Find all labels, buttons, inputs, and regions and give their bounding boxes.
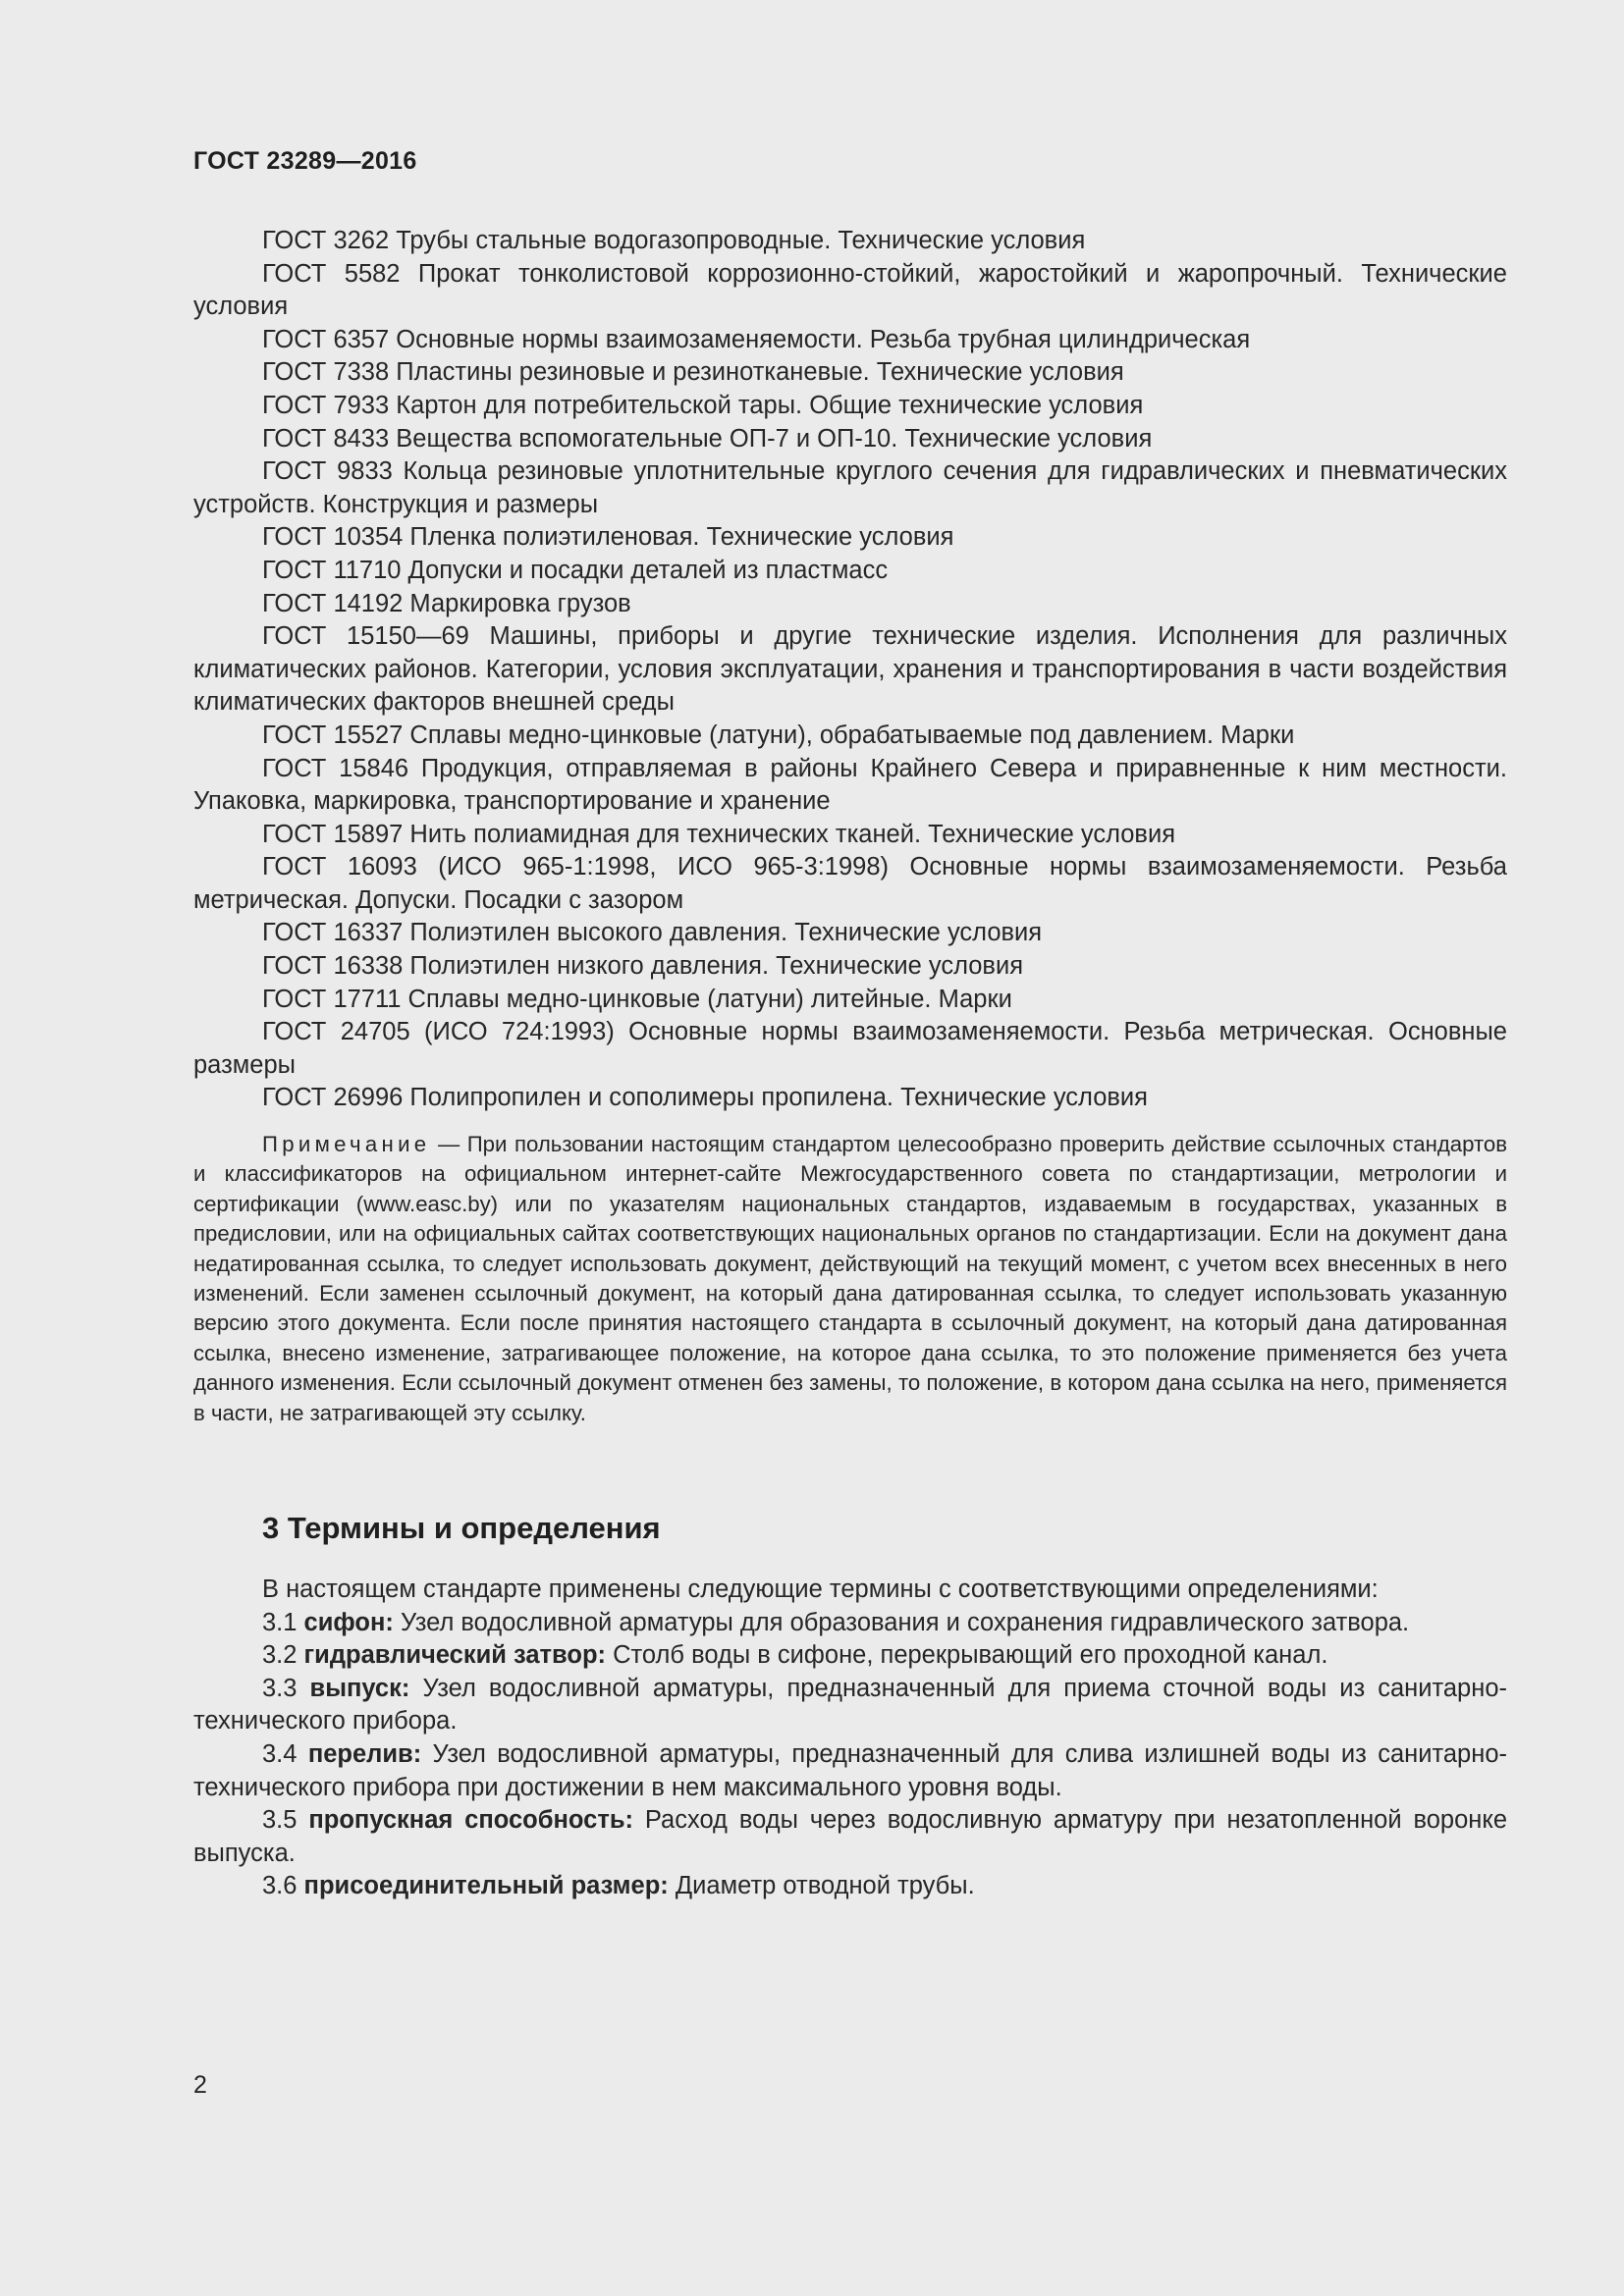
reference-item: ГОСТ 8433 Вещества вспомогательные ОП-7 и ОП-10. Технические условия xyxy=(262,424,1153,453)
term-name: перелив: xyxy=(307,1739,422,1768)
term-definition: Столб воды в сифоне, перекрывающий его проходной канал. xyxy=(606,1641,1328,1670)
term-number: 3.6 xyxy=(262,1872,304,1900)
reference-item: ГОСТ 16338 Полиэтилен низкого давления. Технические условия xyxy=(262,952,1024,981)
reference-item: ГОСТ 15897 Нить полиамидная для технических тканей. Технические условия xyxy=(262,820,1176,848)
terms-intro: В настоящем стандарте применены следующие термины с соответствующими определениями: xyxy=(262,1575,1379,1603)
note-label: Примечание xyxy=(262,1132,431,1156)
reference-item: ГОСТ 11710 Допуски и посадки деталей из пластмасс xyxy=(262,556,889,584)
reference-item: ГОСТ 14192 Маркировка грузов xyxy=(262,589,631,617)
page-number: 2 xyxy=(193,2071,207,2099)
reference-item: ГОСТ 7933 Картон для потребительской тары. Общие технические условия xyxy=(262,391,1144,419)
term-definition: Расход воды через водосливную арматуру при незатопленной воронке выпуска. xyxy=(193,1806,1507,1867)
reference-item: ГОСТ 26996 Полипропилен и сополимеры пропилена. Технические условия xyxy=(262,1084,1148,1112)
reference-item: ГОСТ 3262 Трубы стальные водогазопроводные. Технические условия xyxy=(262,227,1086,254)
term-definition: Диаметр отводной трубы. xyxy=(668,1872,975,1900)
reference-item: ГОСТ 5582 Прокат тонколистовой коррозионно-стойкий, жаростойкий и жаропрочный. Технические условия xyxy=(193,259,1507,321)
term-name: сифон: xyxy=(303,1608,394,1636)
term-item xyxy=(193,1804,1507,1870)
reference-item: ГОСТ 16093 (ИСО 965-1:1998, ИСО 965-3:1998) Основные нормы взаимозаменяемости. Резьба метрическая. Допуски. Посадки с зазором xyxy=(193,853,1507,914)
reference-item: ГОСТ 15846 Продукция, отправляемая в районы Крайнего Севера и приравненные к ним местности. Упаковка, маркировка, транспортирование и хранение xyxy=(193,754,1507,816)
term-definition: Узел водосливной арматуры, предназначенный для приема сточной воды из санитарно-технического прибора. xyxy=(193,1674,1507,1735)
reference-item: ГОСТ 6357 Основные нормы взаимозаменяемости. Резьба трубная цилиндрическая xyxy=(262,325,1251,353)
term-item xyxy=(193,1870,1507,1903)
term-name: присоединительный размер: xyxy=(303,1872,669,1900)
document-header: ГОСТ 23289—2016 xyxy=(193,147,417,175)
term-definition: Узел водосливной арматуры для образования и сохранения гидравлического затвора. xyxy=(393,1608,1410,1636)
reference-item: ГОСТ 7338 Пластины резиновые и резинотканевые. Технические условия xyxy=(262,358,1124,387)
term-item xyxy=(193,1607,1507,1640)
term-item xyxy=(193,1738,1507,1804)
terms-list xyxy=(193,1574,1507,1903)
term-number: 3.4 xyxy=(262,1739,308,1768)
reference-item: ГОСТ 24705 (ИСО 724:1993) Основные нормы взаимозаменяемости. Резьба метрическая. Основные размеры xyxy=(193,1018,1507,1079)
reference-item: ГОСТ 15150—69 Машины, приборы и другие технические изделия. Исполнения для различных климатических районов. Категории, условия эксплуатации, хранения и транспортирования в части воздействия климатических факторов внешней среды xyxy=(193,622,1507,717)
term-item xyxy=(193,1639,1507,1673)
section-title: 3 Термины и определения xyxy=(262,1511,661,1545)
reference-item: ГОСТ 10354 Пленка полиэтиленовая. Технические условия xyxy=(262,523,954,552)
term-number: 3.2 xyxy=(262,1641,304,1670)
term-number: 3.1 xyxy=(262,1608,304,1636)
term-item xyxy=(193,1673,1507,1738)
term-number: 3.3 xyxy=(262,1674,310,1702)
reference-item: ГОСТ 9833 Кольца резиновые уплотнительные круглого сечения для гидравлических и пневматических устройств. Конструкция и размеры xyxy=(193,457,1507,518)
term-definition: Узел водосливной арматуры, предназначенный для слива излишней воды из санитарно-технического прибора при достижении в нем максимального уровня воды. xyxy=(193,1739,1507,1801)
note-text: — При пользовании настоящим стандартом целесообразно проверить действие ссылочных стандартов и классификаторов на официальном интернет-сайте Межгосударственного совета по стандартизации, метрологии и сертификации (www.easc.by) или по указателям национальных стандартов, издаваемым в государствах, указанных в предисловии, или на официальных сайтах соответствующих национальных органов по стандартизации. Если на документ дана недатированная ссылка, то следует использовать документ, действующий на текущий момент, с учетом всех внесенных в него изменений. Если заменен ссылочный документ, на который дана датированная ссылка, то следует использовать указанную версию этого документа. Если после принятия настоящего стандарта в ссылочный документ, на который дана датированная ссылка, внесено изменение, затрагивающее положение, на которое дана ссылка, то это положение применяется без учета данного изменения. Если ссылочный документ отменен без замены, то положение, в котором дана ссылка на него, применяется в части, не затрагивающей эту ссылку. xyxy=(193,1132,1507,1425)
normative-references-list xyxy=(193,225,1507,1115)
term-name: пропускная способность: xyxy=(308,1806,633,1835)
reference-item: ГОСТ 15527 Сплавы медно-цинковые (латуни), обрабатываемые под давлением. Марки xyxy=(262,721,1295,749)
reference-item: ГОСТ 16337 Полиэтилен высокого давления. Технические условия xyxy=(262,919,1043,947)
term-name: гидравлический затвор: xyxy=(303,1641,607,1670)
term-number: 3.5 xyxy=(262,1806,309,1835)
term-name: выпуск: xyxy=(309,1674,410,1702)
note-paragraph xyxy=(193,1130,1507,1428)
reference-item: ГОСТ 17711 Сплавы медно-цинковые (латуни) литейные. Марки xyxy=(262,985,1012,1013)
